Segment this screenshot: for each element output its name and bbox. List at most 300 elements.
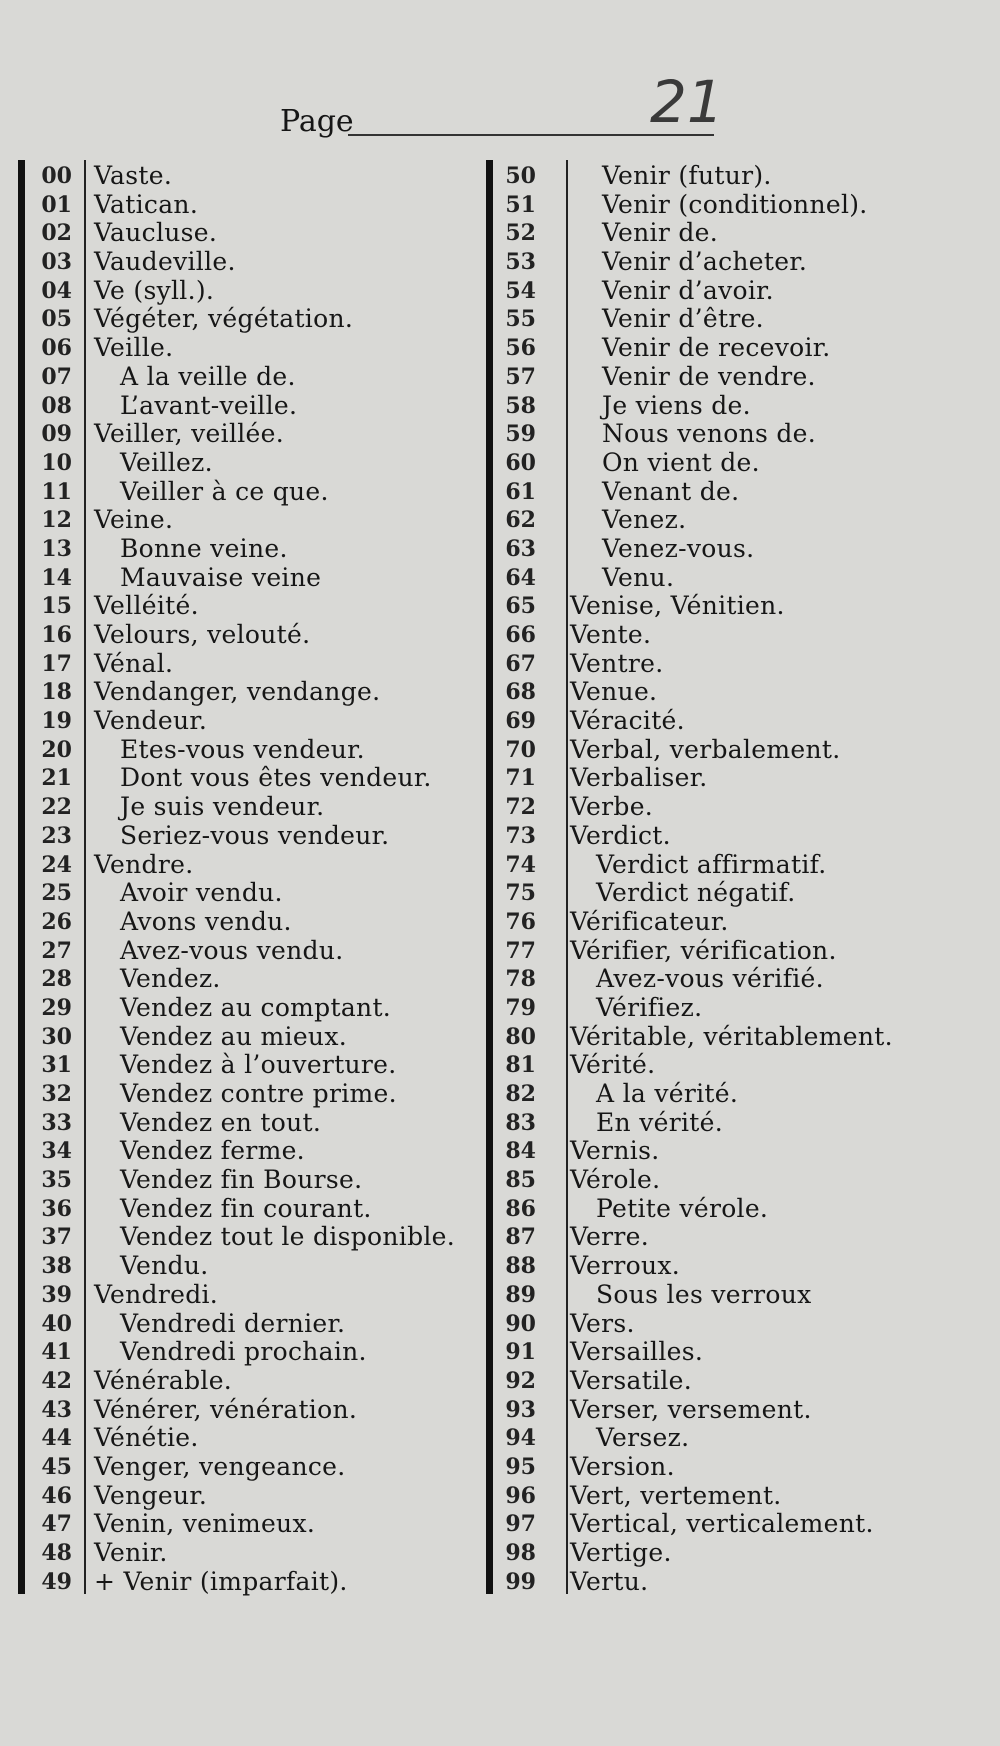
entry-number: 83 [505, 1109, 536, 1136]
list-item [490, 1050, 1000, 1079]
entry-text: Verdict négatif. [596, 878, 796, 908]
entry-text: Verser, versement. [570, 1394, 812, 1424]
entry-text: Vaudeville. [94, 247, 236, 277]
entry-text: Ve (syll.). [94, 275, 215, 305]
list-item [0, 333, 500, 362]
entry-text: Vaucluse. [94, 218, 218, 248]
list-item [490, 1194, 1000, 1223]
list-item [0, 1423, 500, 1452]
entry-text: Verbe. [570, 792, 654, 822]
entry-text: Vendez ferme. [120, 1136, 305, 1166]
entry-text: Vénal. [94, 648, 174, 678]
list-item [490, 763, 1000, 792]
entry-number: 22 [41, 794, 72, 821]
entry-text: Veillez. [120, 447, 213, 477]
entry-text: Velléité. [94, 591, 199, 621]
entry-number: 74 [505, 851, 536, 878]
entry-text: Venue. [570, 677, 658, 707]
entry-number: 99 [505, 1568, 536, 1595]
entry-text: Vaste. [94, 161, 173, 190]
entry-text: Verdict. [570, 820, 671, 850]
entry-number: 35 [41, 1167, 72, 1194]
entry-text: Ventre. [570, 648, 664, 678]
entry-text: Vente. [570, 620, 652, 649]
entry-number: 76 [505, 908, 536, 935]
entry-text: Vendez au comptant. [120, 992, 392, 1022]
entry-number: 18 [41, 679, 72, 706]
entry-text: Veine. [94, 505, 174, 535]
list-item [490, 821, 1000, 850]
list-item [490, 878, 1000, 907]
list-item [490, 1108, 1000, 1137]
entry-number: 64 [505, 564, 536, 591]
list-item [0, 1194, 500, 1223]
entry-text: Vérité. [570, 1050, 656, 1080]
entry-text: Vérificateur. [570, 906, 729, 936]
entry-text: Verre. [570, 1222, 649, 1252]
list-item [490, 993, 1000, 1022]
entry-text: Venise, Vénitien. [570, 591, 785, 621]
list-item [490, 333, 1000, 362]
entry-text: Vendez en tout. [120, 1107, 322, 1137]
entry-number: 33 [41, 1109, 72, 1136]
entry-text: Vendeur. [94, 706, 208, 736]
list-item [490, 706, 1000, 735]
entry-number: 38 [41, 1253, 72, 1280]
entry-number: 13 [41, 535, 72, 562]
entry-number: 49 [41, 1568, 72, 1595]
entry-text: Vatican. [94, 189, 199, 219]
list-item [490, 649, 1000, 678]
list-item [0, 936, 500, 965]
list-item [490, 1222, 1000, 1251]
list-item [490, 247, 1000, 276]
entry-text: Venger, vengeance. [94, 1451, 346, 1481]
list-item [490, 1165, 1000, 1194]
entry-text: Je viens de. [602, 390, 751, 420]
entry-text: Venin, venimeux. [94, 1509, 316, 1539]
entry-text: Venu. [602, 562, 675, 592]
entry-number: 84 [505, 1138, 536, 1165]
list-item [0, 563, 500, 592]
list-item [490, 1280, 1000, 1309]
entry-number: 50 [505, 163, 536, 189]
entry-number: 27 [41, 937, 72, 964]
entry-number: 16 [41, 622, 72, 648]
entry-number: 86 [505, 1195, 536, 1222]
list-item [0, 1280, 500, 1309]
list-item [0, 850, 500, 879]
list-item [0, 1509, 500, 1538]
list-item [0, 419, 500, 448]
entry-text: L’avant-veille. [120, 390, 298, 420]
list-item [0, 907, 500, 936]
entry-text: Vendez fin courant. [120, 1193, 372, 1223]
entry-number: 15 [41, 593, 72, 620]
entry-text: Vendredi prochain. [120, 1337, 367, 1367]
entry-number: 87 [505, 1224, 536, 1251]
entry-text: Vertige. [570, 1538, 672, 1567]
entry-number: 72 [505, 794, 536, 821]
entry-number: 61 [505, 478, 536, 505]
entry-number: 06 [41, 335, 72, 362]
entry-number: 30 [41, 1023, 72, 1050]
list-item [0, 1395, 500, 1424]
entry-number: 47 [41, 1511, 72, 1538]
entry-number: 01 [41, 191, 72, 218]
list-item [490, 792, 1000, 821]
entry-number: 65 [505, 593, 536, 620]
entry-text: Bonne veine. [120, 533, 288, 563]
entry-number: 73 [505, 822, 536, 849]
list-item [490, 276, 1000, 305]
list-item [0, 964, 500, 993]
entry-number: 75 [505, 880, 536, 907]
list-item [0, 448, 500, 477]
entry-number: 42 [41, 1367, 72, 1394]
entry-number: 60 [505, 449, 536, 476]
entry-text: Vendredi. [94, 1279, 219, 1309]
entry-text: Nous venons de. [602, 419, 816, 449]
entry-number: 62 [505, 507, 536, 534]
list-item [0, 591, 500, 620]
entry-number: 19 [41, 708, 72, 735]
entry-number: 67 [505, 650, 536, 677]
list-item [0, 247, 500, 276]
entry-text: Vérole. [570, 1165, 661, 1195]
list-item [490, 419, 1000, 448]
entry-text: Vérifier, vérification. [570, 935, 837, 965]
list-item [490, 1481, 1000, 1510]
entry-text: En vérité. [596, 1107, 723, 1137]
list-item [0, 821, 500, 850]
entry-text: Versatile. [570, 1365, 693, 1395]
entry-number: 29 [41, 994, 72, 1021]
entry-text: Versailles. [570, 1337, 704, 1367]
entry-number: 54 [505, 277, 536, 304]
entry-number: 21 [41, 765, 72, 792]
list-item [490, 161, 1000, 190]
list-item [0, 763, 500, 792]
entry-number: 55 [505, 306, 536, 333]
entry-text: + Venir (imparfait). [94, 1566, 348, 1596]
list-item [490, 563, 1000, 592]
entry-text: Verroux. [570, 1251, 681, 1281]
entry-number: 03 [41, 249, 72, 276]
list-item [0, 1050, 500, 1079]
list-item [490, 936, 1000, 965]
list-item [490, 1567, 1000, 1596]
entry-number: 00 [41, 163, 72, 189]
list-item [0, 706, 500, 735]
entry-text: Sous les verroux [596, 1279, 812, 1309]
entry-text: Vers. [570, 1308, 635, 1338]
entry-text: Vérifiez. [596, 992, 703, 1022]
entry-text: Vertu. [570, 1566, 649, 1596]
entry-text: Vertical, verticalement. [570, 1509, 874, 1539]
entry-number: 94 [505, 1425, 536, 1452]
list-item [490, 1309, 1000, 1338]
list-item [0, 1165, 500, 1194]
entry-number: 58 [505, 392, 536, 419]
entry-number: 57 [505, 363, 536, 390]
entry-number: 44 [41, 1425, 72, 1452]
list-item [0, 620, 500, 649]
entry-number: 39 [41, 1281, 72, 1308]
list-item [490, 1423, 1000, 1452]
entry-number: 28 [41, 966, 72, 993]
list-item [0, 677, 500, 706]
list-item [0, 1309, 500, 1338]
entry-text: Vendez. [120, 964, 221, 994]
list-item [0, 391, 500, 420]
entry-text: Vénérable. [94, 1365, 233, 1395]
entry-number: 80 [505, 1023, 536, 1050]
entry-number: 85 [505, 1167, 536, 1194]
entry-text: Mauvaise veine [120, 562, 322, 592]
entry-number: 41 [41, 1339, 72, 1366]
list-item [490, 1538, 1000, 1567]
list-item [0, 735, 500, 764]
entry-text: Vert, vertement. [570, 1480, 782, 1510]
entry-text: Veille. [94, 333, 174, 363]
entry-text: Vendu. [120, 1251, 209, 1281]
entry-text: Vernis. [570, 1136, 660, 1166]
entry-text: Véritable, véritablement. [570, 1021, 893, 1051]
entry-text: Vendez au mieux. [120, 1021, 347, 1051]
entry-number: 45 [41, 1453, 72, 1480]
right-column [490, 161, 1000, 1595]
list-item [490, 218, 1000, 247]
entry-text: Version. [570, 1451, 675, 1481]
list-item [490, 1136, 1000, 1165]
list-item [490, 391, 1000, 420]
entry-number: 36 [41, 1195, 72, 1222]
list-item [0, 1567, 500, 1596]
entry-number: 17 [41, 650, 72, 677]
list-item [490, 505, 1000, 534]
list-item [0, 993, 500, 1022]
list-item [0, 1538, 500, 1567]
list-item [490, 677, 1000, 706]
entry-text: A la veille de. [120, 361, 296, 391]
list-item [490, 591, 1000, 620]
entry-number: 26 [41, 908, 72, 935]
entry-text: On vient de. [602, 447, 760, 477]
entry-number: 34 [41, 1138, 72, 1165]
list-item [490, 534, 1000, 563]
list-item [490, 477, 1000, 506]
entry-number: 51 [505, 191, 536, 218]
entry-number: 53 [505, 249, 536, 276]
entry-number: 88 [505, 1253, 536, 1280]
list-item [490, 850, 1000, 879]
entry-text: Venir (conditionnel). [602, 189, 868, 219]
entry-text: Vendez fin Bourse. [120, 1165, 363, 1195]
list-item [0, 161, 500, 190]
list-item [0, 1022, 500, 1051]
list-item [490, 964, 1000, 993]
entry-text: Véracité. [570, 706, 685, 736]
entry-text: Vénérer, vénération. [94, 1394, 358, 1424]
entry-text: Velours, velouté. [94, 620, 311, 649]
entry-number: 40 [41, 1310, 72, 1337]
entry-text: Dont vous êtes vendeur. [120, 763, 432, 793]
entry-text: A la vérité. [596, 1079, 739, 1108]
entry-number: 82 [505, 1081, 536, 1107]
entry-text: Vendredi dernier. [120, 1308, 346, 1338]
list-item [0, 190, 500, 219]
list-item [490, 1366, 1000, 1395]
entry-number: 92 [505, 1367, 536, 1394]
entry-text: Venir d’avoir. [602, 275, 774, 305]
list-item [0, 1337, 500, 1366]
entry-text: Veiller à ce que. [120, 476, 329, 506]
entry-number: 95 [505, 1453, 536, 1480]
entry-text: Vénétie. [94, 1423, 199, 1453]
entry-text: Venir (futur). [602, 161, 772, 190]
entry-text: Avoir vendu. [120, 878, 283, 908]
list-item [0, 1222, 500, 1251]
page-label: Page [280, 104, 354, 139]
entry-number: 97 [505, 1511, 536, 1538]
entry-text: Petite vérole. [596, 1193, 769, 1223]
list-item [0, 218, 500, 247]
list-item [0, 1136, 500, 1165]
list-item [490, 1251, 1000, 1280]
handwritten-page-number: 21 [650, 68, 724, 136]
entry-number: 90 [505, 1310, 536, 1337]
entry-number: 09 [41, 421, 72, 448]
entry-number: 89 [505, 1281, 536, 1308]
list-item [490, 190, 1000, 219]
list-item [0, 362, 500, 391]
left-column [0, 161, 500, 1595]
list-item [0, 1079, 500, 1108]
entry-number: 48 [41, 1540, 72, 1566]
entry-text: Vendre. [94, 849, 194, 879]
list-item [490, 304, 1000, 333]
list-item [490, 1509, 1000, 1538]
entry-number: 07 [41, 363, 72, 390]
entry-text: Verdict affirmatif. [596, 849, 827, 879]
entry-number: 20 [41, 736, 72, 763]
entry-number: 71 [505, 765, 536, 792]
entry-text: Versez. [596, 1423, 690, 1453]
list-item [0, 1481, 500, 1510]
entry-text: Verbal, verbalement. [570, 734, 841, 764]
list-item [0, 505, 500, 534]
entry-number: 66 [505, 622, 536, 648]
entry-text: Venant de. [602, 476, 740, 506]
entry-number: 25 [41, 880, 72, 907]
entry-number: 10 [41, 449, 72, 476]
list-item [490, 1079, 1000, 1108]
entry-number: 37 [41, 1224, 72, 1251]
entry-text: Venir de. [602, 218, 718, 248]
entry-number: 24 [41, 851, 72, 878]
entry-text: Vendez contre prime. [120, 1079, 397, 1108]
entry-text: Je suis vendeur. [120, 792, 325, 822]
entry-text: Venir de vendre. [602, 361, 816, 391]
entry-text: Venir d’acheter. [602, 247, 808, 277]
entry-text: Venez-vous. [602, 533, 755, 563]
list-item [0, 276, 500, 305]
entry-number: 96 [505, 1482, 536, 1509]
entry-number: 59 [505, 421, 536, 448]
list-item [0, 304, 500, 333]
list-item [0, 1251, 500, 1280]
list-item [490, 1395, 1000, 1424]
entry-number: 11 [41, 478, 72, 505]
entry-text: Veiller, veillée. [94, 419, 284, 449]
entry-number: 91 [505, 1339, 536, 1366]
entry-text: Venir. [94, 1538, 168, 1567]
list-item [490, 620, 1000, 649]
list-item [0, 792, 500, 821]
entry-text: Vendez tout le disponible. [120, 1222, 456, 1252]
entry-number: 14 [41, 564, 72, 591]
entry-text: Venir d’être. [602, 304, 764, 334]
entry-number: 93 [505, 1396, 536, 1423]
page-header [280, 68, 724, 144]
entry-number: 70 [505, 736, 536, 763]
entry-number: 04 [41, 277, 72, 304]
entry-text: Vengeur. [94, 1480, 208, 1510]
list-item [0, 477, 500, 506]
entry-text: Etes-vous vendeur. [120, 734, 365, 764]
list-item [490, 448, 1000, 477]
entry-number: 79 [505, 994, 536, 1021]
list-item [490, 1022, 1000, 1051]
list-item [0, 1108, 500, 1137]
entry-number: 52 [505, 220, 536, 247]
entry-text: Verbaliser. [570, 763, 708, 793]
entry-number: 08 [41, 392, 72, 419]
entry-number: 77 [505, 937, 536, 964]
list-item [490, 362, 1000, 391]
entry-number: 46 [41, 1482, 72, 1509]
entry-number: 31 [41, 1052, 72, 1079]
list-item [490, 1337, 1000, 1366]
entry-text: Végéter, végétation. [94, 304, 354, 334]
list-item [490, 735, 1000, 764]
entry-text: Vendanger, vendange. [94, 677, 381, 707]
list-item [0, 878, 500, 907]
entry-number: 68 [505, 679, 536, 706]
entry-text: Avez-vous vérifié. [596, 964, 824, 994]
entry-number: 12 [41, 507, 72, 534]
entry-text: Venez. [602, 505, 687, 535]
entry-number: 98 [505, 1540, 536, 1566]
list-item [490, 1452, 1000, 1481]
entry-number: 43 [41, 1396, 72, 1423]
entry-text: Venir de recevoir. [602, 333, 831, 363]
list-item [0, 1452, 500, 1481]
list-item [0, 534, 500, 563]
entry-number: 32 [41, 1081, 72, 1107]
entry-text: Avons vendu. [120, 906, 292, 936]
entry-number: 56 [505, 335, 536, 362]
entry-number: 05 [41, 306, 72, 333]
entry-number: 78 [505, 966, 536, 993]
list-item [490, 907, 1000, 936]
entry-number: 69 [505, 708, 536, 735]
entry-number: 23 [41, 822, 72, 849]
entry-number: 02 [41, 220, 72, 247]
entry-text: Seriez-vous vendeur. [120, 820, 390, 850]
list-item [0, 1366, 500, 1395]
